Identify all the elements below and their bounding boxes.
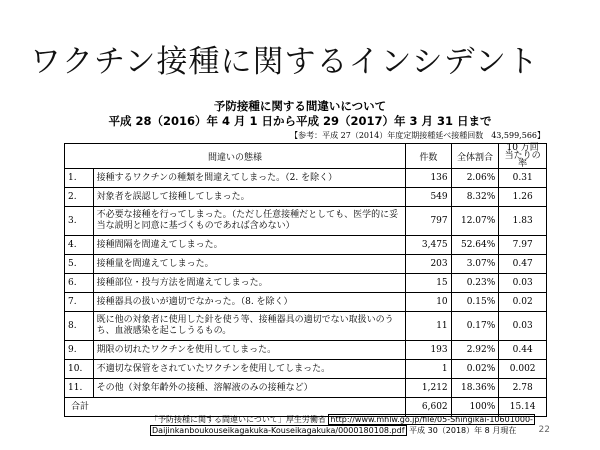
row-description: 接種量を間違えてしまった。 bbox=[93, 255, 406, 274]
row-share: 52.64% bbox=[451, 236, 499, 255]
row-number: 10. bbox=[65, 360, 94, 379]
row-count: 193 bbox=[406, 341, 452, 360]
row-rate: 0.31 bbox=[499, 169, 547, 188]
row-share: 0.02% bbox=[451, 360, 499, 379]
row-count: 797 bbox=[406, 207, 452, 236]
total-label: 合計 bbox=[65, 398, 406, 417]
slide-title: ワクチン接種に関するインシデント bbox=[30, 44, 540, 80]
total-rate: 15.14 bbox=[499, 398, 547, 417]
source-date: 平成 30（2018）年 8 月現在 bbox=[409, 426, 517, 435]
row-share: 0.15% bbox=[451, 293, 499, 312]
source-footer bbox=[150, 414, 535, 436]
row-number: 5. bbox=[65, 255, 94, 274]
row-count: 1 bbox=[406, 360, 452, 379]
page-number: 22 bbox=[538, 425, 550, 435]
row-count: 203 bbox=[406, 255, 452, 274]
row-number: 3. bbox=[65, 207, 94, 236]
row-rate: 0.47 bbox=[499, 255, 547, 274]
row-share: 0.17% bbox=[451, 312, 499, 341]
row-rate: 7.97 bbox=[499, 236, 547, 255]
header-rate-line2: 当たりの率 bbox=[504, 151, 541, 169]
row-description: その他（対象年齢外の接種、溶解液のみの接種など） bbox=[93, 379, 406, 398]
row-description: 対象者を誤認して接種してしまった。 bbox=[93, 188, 406, 207]
header-count: 件数 bbox=[406, 144, 452, 169]
row-count: 11 bbox=[406, 312, 452, 341]
header-rate bbox=[499, 144, 547, 169]
row-count: 15 bbox=[406, 274, 452, 293]
row-count: 136 bbox=[406, 169, 452, 188]
row-number: 11. bbox=[65, 379, 94, 398]
row-rate: 2.78 bbox=[499, 379, 547, 398]
row-share: 8.32% bbox=[451, 188, 499, 207]
row-rate: 0.002 bbox=[499, 360, 547, 379]
total-share: 100% bbox=[451, 398, 499, 417]
table-row bbox=[65, 236, 547, 255]
row-count: 10 bbox=[406, 293, 452, 312]
row-number: 1. bbox=[65, 169, 94, 188]
total-count: 6,602 bbox=[406, 398, 452, 417]
row-rate: 0.44 bbox=[499, 341, 547, 360]
row-rate: 0.03 bbox=[499, 274, 547, 293]
row-number: 9. bbox=[65, 341, 94, 360]
row-share: 0.23% bbox=[451, 274, 499, 293]
table-row bbox=[65, 274, 547, 293]
row-number: 6. bbox=[65, 274, 94, 293]
source-url-link-continued[interactable]: Daijinkanboukouseikagakuka-Kouseikagakuka/0000180108.pdf bbox=[152, 426, 405, 435]
table-row bbox=[65, 255, 547, 274]
header-rate-line1: 10 万回 bbox=[506, 143, 539, 153]
table-row bbox=[65, 379, 547, 398]
incident-table bbox=[64, 143, 547, 417]
row-share: 18.36% bbox=[451, 379, 499, 398]
row-description: 接種部位・投与方法を間違えてしまった。 bbox=[93, 274, 406, 293]
row-rate: 1.26 bbox=[499, 188, 547, 207]
table-row bbox=[65, 341, 547, 360]
header-type: 間違いの態様 bbox=[65, 144, 406, 169]
row-number: 4. bbox=[65, 236, 94, 255]
row-description: 期限の切れたワクチンを使用してしまった。 bbox=[93, 341, 406, 360]
row-share: 2.92% bbox=[451, 341, 499, 360]
table-period: 平成 28（2016）年 4 月 1 日から平成 29（2017）年 3 月 31 日まで bbox=[108, 114, 492, 128]
row-rate: 0.03 bbox=[499, 312, 547, 341]
row-number: 8. bbox=[65, 312, 94, 341]
row-count: 3,475 bbox=[406, 236, 452, 255]
table-title: 予防接種に関する間違いについて bbox=[213, 99, 387, 113]
header-share: 全体割合 bbox=[451, 144, 499, 169]
row-count: 1,212 bbox=[406, 379, 452, 398]
table-row bbox=[65, 293, 547, 312]
row-number: 7. bbox=[65, 293, 94, 312]
row-description: 接種器具の扱いが適切でなかった。（8. を除く） bbox=[93, 293, 406, 312]
table-header-row bbox=[65, 144, 547, 169]
table-row bbox=[65, 169, 547, 188]
table-row bbox=[65, 312, 547, 341]
row-description: 既に他の対象者に使用した針を使う等、接種器具の適切でない取扱いのうち、血液感染を起こしうるもの。 bbox=[93, 312, 406, 341]
row-description: 接種間隔を間違えてしまった。 bbox=[93, 236, 406, 255]
reference-note: 【参考：平成 27（2014）年度定期接種延べ接種回数 43,599,566】 bbox=[290, 131, 545, 140]
table-row bbox=[65, 188, 547, 207]
row-description: 不必要な接種を行ってしまった。（ただし任意接種だとしても、医学的に妥当な説明と同意に基づくものであれば含めない） bbox=[93, 207, 406, 236]
row-share: 3.07% bbox=[451, 255, 499, 274]
source-url-link[interactable]: http://www.mhlw.go.jp/file/05-Shingikai-10601000- bbox=[330, 415, 533, 424]
row-number: 2. bbox=[65, 188, 94, 207]
row-rate: 1.83 bbox=[499, 207, 547, 236]
table-row bbox=[65, 360, 547, 379]
row-count: 549 bbox=[406, 188, 452, 207]
row-share: 12.07% bbox=[451, 207, 499, 236]
row-description: 不適切な保管をされていたワクチンを使用してしまった。 bbox=[93, 360, 406, 379]
table-row bbox=[65, 207, 547, 236]
row-description: 接種するワクチンの種類を間違えてしまった。（2. を除く） bbox=[93, 169, 406, 188]
row-share: 2.06% bbox=[451, 169, 499, 188]
row-rate: 0.02 bbox=[499, 293, 547, 312]
source-title: 「予防接種に関する間違いについて」厚生労働省 bbox=[150, 415, 326, 424]
